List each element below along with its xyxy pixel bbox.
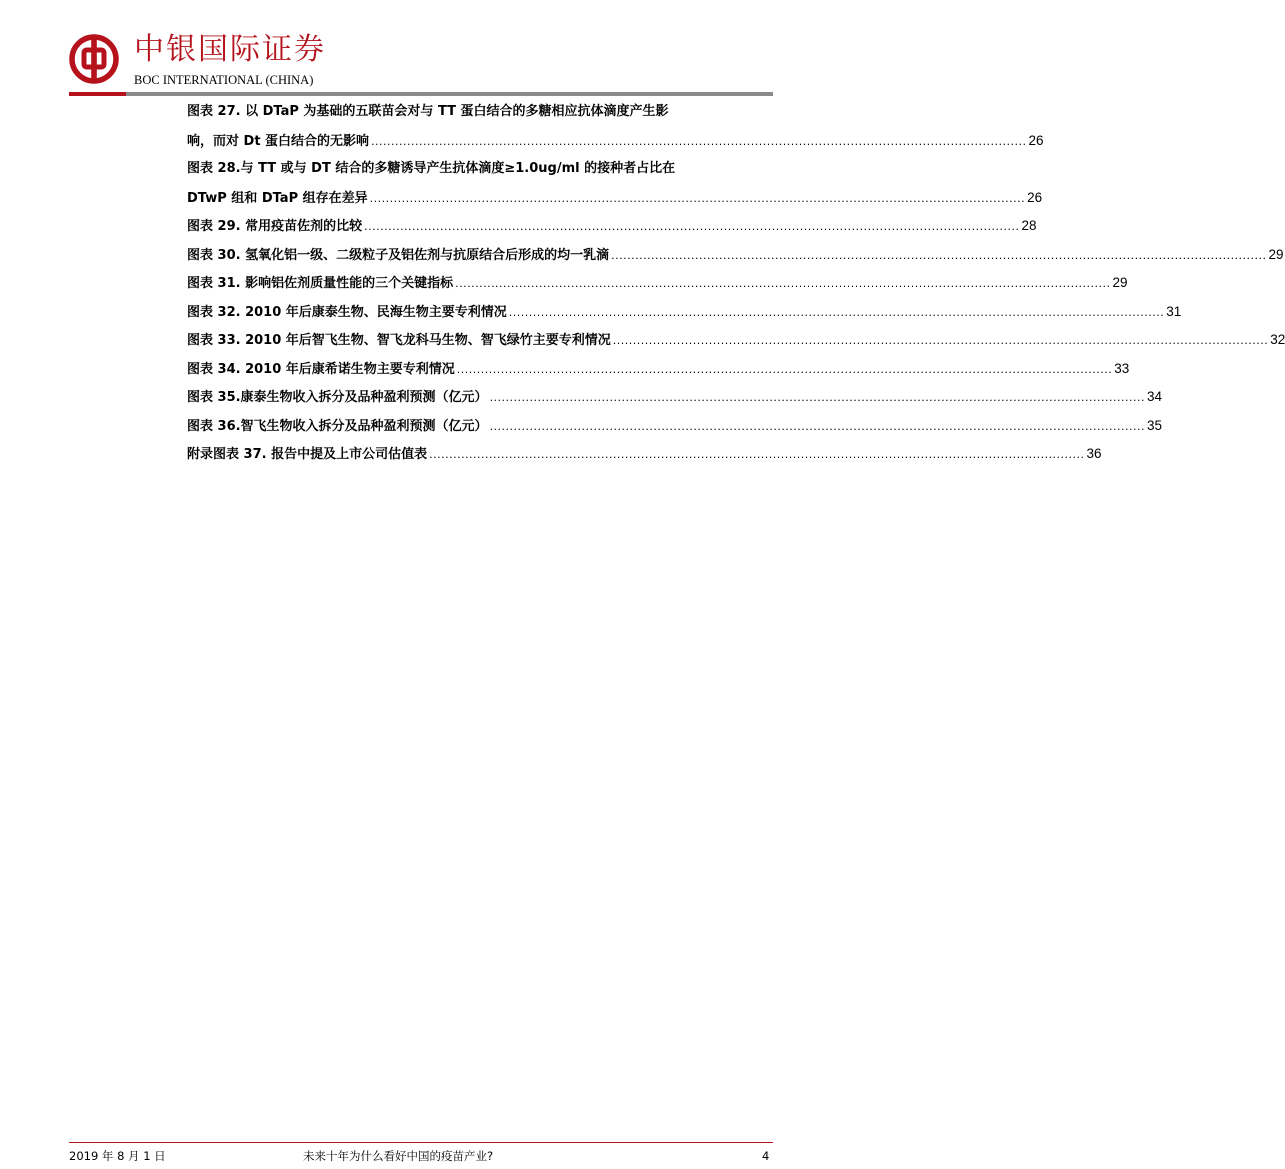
toc-page-number: 36 — [1086, 446, 1102, 461]
toc-entry-appendix-figure-37[interactable] — [187, 440, 1102, 469]
toc-entry-figure-34[interactable] — [187, 355, 1130, 384]
footer-date: 2019 年 8 月 1 日 — [69, 1149, 166, 1163]
toc-entry-text: 图表 28.与 TT 或与 DT 结合的多糖诱导产生抗体滴度≥1.0ug/ml 的接种者占比在 — [187, 161, 676, 176]
toc-page-number: 28 — [1021, 218, 1037, 233]
footer-page-number: 4 — [762, 1149, 770, 1163]
header-rule-accent — [69, 92, 126, 96]
toc-page-number: 26 — [1028, 132, 1044, 148]
dot-leader: .................................................................................................................................................................... — [371, 134, 1027, 148]
brand-name-english: BOC INTERNATIONAL (CHINA) — [134, 73, 314, 87]
toc-entry-figure-35[interactable] — [187, 383, 1163, 412]
toc-entry-figure-27[interactable] — [187, 98, 1044, 155]
toc-page-number: 29 — [1268, 246, 1284, 262]
dot-leader: .................................................................................................................................................................... — [508, 305, 1165, 319]
toc-page-number: 29 — [1112, 275, 1128, 290]
toc-entry-figure-28[interactable] — [187, 155, 1043, 212]
toc-entry-figure-31[interactable] — [187, 269, 1128, 298]
toc-page-number: 34 — [1147, 389, 1163, 404]
footer-rule — [69, 1142, 773, 1143]
toc-entry-text: 图表 30. 氢氧化铝一级、二级粒子及铝佐剂与抗原结合后形成的均一乳滴 — [187, 247, 610, 263]
toc-page-number: 33 — [1114, 360, 1130, 376]
toc-entry-figure-30[interactable] — [187, 241, 1284, 270]
dot-leader: .................................................................................................................................................................... — [369, 191, 1026, 205]
toc-entry-text: DTwP 组和 DTaP 组存在差异 — [187, 190, 368, 206]
dot-leader: .................................................................................................................................................................... — [364, 220, 1020, 233]
toc-page-number: 26 — [1027, 189, 1043, 205]
boc-coin-logo-icon — [69, 34, 119, 84]
table-of-figures — [187, 98, 1285, 469]
toc-entry-text: 图表 35.康泰生物收入拆分及品种盈利预测（亿元） — [187, 390, 488, 405]
toc-entry-text: 图表 31. 影响铝佐剂质量性能的三个关键指标 — [187, 276, 454, 291]
dot-leader: .................................................................................................................................................................... — [611, 248, 1267, 262]
dot-leader: .................................................................................................................................................................... — [489, 419, 1146, 433]
dot-leader: .................................................................................................................................................................... — [429, 448, 1085, 461]
footer-report-title: 未来十年为什么看好中国的疫苗产业? — [303, 1149, 494, 1163]
toc-entry-figure-32[interactable] — [187, 298, 1182, 327]
toc-entry-figure-36[interactable] — [187, 412, 1163, 441]
header-rule — [126, 92, 773, 96]
toc-entry-text: 图表 27. 以 DTaP 为基础的五联苗会对与 TT 蛋白结合的多糖相应抗体滴度产生影 — [187, 104, 669, 119]
dot-leader: .................................................................................................................................................................... — [456, 362, 1113, 376]
page-header — [0, 0, 827, 100]
toc-page-number: 35 — [1147, 417, 1163, 433]
brand-name-chinese: 中银国际证券 — [134, 32, 326, 67]
dot-leader: .................................................................................................................................................................... — [612, 334, 1269, 347]
dot-leader: .................................................................................................................................................................... — [455, 277, 1111, 290]
toc-page-number: 31 — [1166, 303, 1182, 319]
toc-entry-text: 图表 33. 2010 年后智飞生物、智飞龙科马生物、智飞绿竹主要专利情况 — [187, 333, 611, 348]
toc-entry-text: 图表 36.智飞生物收入拆分及品种盈利预测（亿元） — [187, 418, 488, 434]
toc-entry-figure-33[interactable] — [187, 326, 1285, 355]
toc-entry-figure-29[interactable] — [187, 212, 1037, 241]
toc-page-number: 32 — [1270, 332, 1285, 347]
dot-leader: .................................................................................................................................................................... — [489, 391, 1146, 404]
toc-entry-text: 图表 32. 2010 年后康泰生物、民海生物主要专利情况 — [187, 304, 507, 320]
toc-entry-text: 附录图表 37. 报告中提及上市公司估值表 — [187, 447, 428, 462]
toc-entry-text: 响，而对 Dt 蛋白结合的无影响 — [187, 133, 370, 149]
toc-entry-text: 图表 34. 2010 年后康希诺生物主要专利情况 — [187, 361, 455, 377]
toc-entry-text: 图表 29. 常用疫苗佐剂的比较 — [187, 219, 363, 234]
